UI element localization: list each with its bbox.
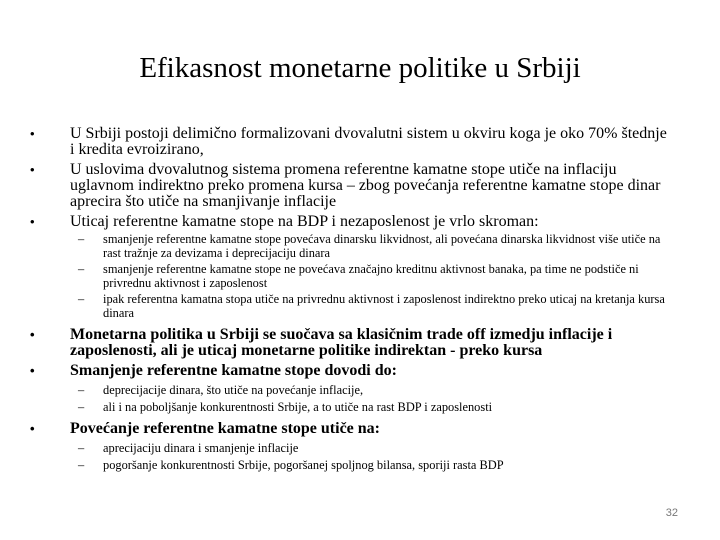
- sub-item: [78, 292, 668, 320]
- bullet-text: Uticaj referentne kamatne stope na BDP i nezaposlenost je vrlo skroman:: [70, 213, 539, 230]
- bullet-item: [30, 362, 675, 379]
- dash-icon: –: [78, 292, 85, 306]
- sub-item-text: aprecijaciju dinara i smanjenje inflacije: [103, 441, 299, 455]
- sub-item-text: pogoršanje konkurentnosti Srbije, pogoršanej spoljnog bilansa, sporiji rasta BDP: [103, 457, 504, 472]
- sub-item: [78, 262, 668, 290]
- bullet-item: [30, 213, 675, 230]
- sub-item-text: deprecijacije dinara, što utiče na povećanje inflacije,: [103, 383, 364, 397]
- bullet-icon: •: [30, 327, 35, 342]
- bullet-item: [30, 125, 675, 158]
- bullet-list: [0, 126, 720, 472]
- dash-icon: –: [78, 383, 85, 397]
- bullet-icon: •: [30, 421, 35, 436]
- sub-item-text: ali i na poboljšanje konkurentnosti Srbije, a to utiče na rast BDP i zaposlenosti: [103, 399, 493, 414]
- bullet-item: [30, 326, 675, 359]
- dash-icon: –: [78, 457, 85, 472]
- bullet-icon: •: [30, 214, 35, 229]
- dash-icon: –: [78, 262, 85, 276]
- sub-item: [78, 441, 668, 456]
- sub-item: [78, 457, 668, 473]
- bullet-icon: •: [30, 126, 35, 141]
- bullet-item: [30, 161, 675, 210]
- sub-item: [78, 232, 668, 260]
- bullet-text: U uslovima dvovalutnog sistema promena referentne kamatne stope utiče na inflaciju uglavnom indirektno preko promena kursa – zbog povećanja referentne kamatne stope dinar aprecira što utiče na smanjivanje inflacije: [70, 161, 661, 210]
- sub-item-text: ipak referentna kamatna stopa utiče na privrednu aktivnost i zaposlenost indirektno preko uticaj na kretanja kursa dinara: [103, 292, 665, 320]
- page-number: 32: [665, 507, 678, 519]
- bullet-item: [30, 420, 675, 437]
- slide-title: Efikasnost monetarne politike u Srbiji: [139, 52, 581, 84]
- bullet-icon: •: [30, 162, 35, 177]
- dash-icon: –: [78, 441, 85, 455]
- bullet-text: U Srbiji postoji delimično formalizovani dvovalutni sistem u okviru koga je oko 70% štednje i kredita evroizirano,: [70, 125, 667, 158]
- sub-item-text: smanjenje referentne kamatne stope povećava dinarsku likvidnost, ali povećana dinarska likvidnost više utiče na rast tražnje za devizama i deprecijaciju dinara: [103, 232, 661, 260]
- bullet-icon: •: [30, 363, 35, 378]
- sub-item: [78, 399, 668, 415]
- dash-icon: –: [78, 399, 85, 414]
- sub-item-text: smanjenje referentne kamatne stope ne povećava značajno kreditnu aktivnost banaka, pa time ne podstiče ni privrednu aktivnost i zaposlenost: [103, 262, 639, 290]
- dash-icon: –: [78, 232, 85, 246]
- sub-item: [78, 383, 668, 398]
- bullet-text: Smanjenje referentne kamatne stope dovodi do:: [70, 362, 397, 379]
- bullet-text: Povećanje referentne kamatne stope utiče na:: [70, 420, 380, 437]
- bullet-text: Monetarna politika u Srbiji se suočava sa klasičnim trade off izmedju inflacije i zaposlenosti, ali je uticaj monetarne politike indirektan - preko kursa: [70, 326, 613, 359]
